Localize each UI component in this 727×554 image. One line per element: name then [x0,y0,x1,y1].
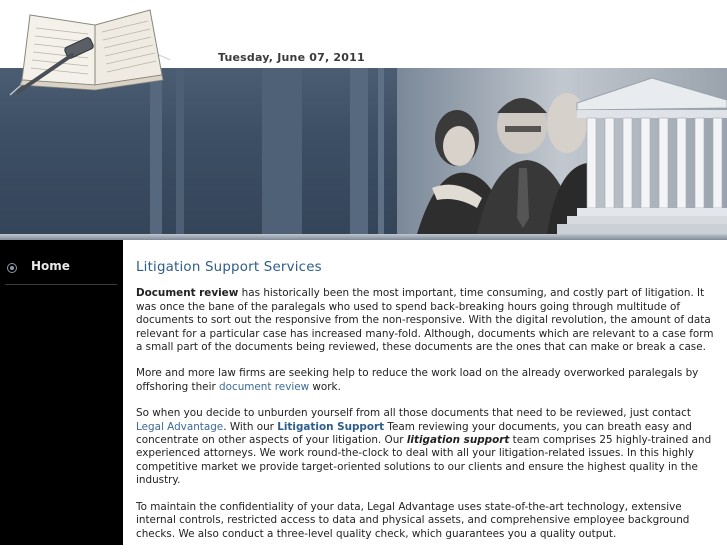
litigation-support-emphasis: litigation support [406,434,510,447]
paragraph-1-text: has historically been the most important, time consuming, and costly part of litigation. It was once the bane of the paralegals who used to spend back-breaking hours going through multitude of documents to sort out the responsive from the non-responsive. With the digital revolution, the amount of data relevant for a particular case has increased many-fold. Although, documents which are relevant to a case form a small part of the documents being reviewed, these documents are the ones that can make or break a case. [136,287,714,354]
paragraph-4: To maintain the confidentiality of your data, Legal Advantage uses state-of-the-art technology, extensive internal controls, restricted access to data and physical assets, and comprehensive employee background checks. We also conduct a three-level quality check, which guarantees you a quality output. [136,500,690,540]
paragraph-2-text-b: work. [309,380,341,393]
banner-photo-illustration [397,68,727,234]
nav-item-home-label: Home [31,259,70,273]
litigation-support-strong: Litigation Support [277,420,385,433]
document-review-strong: Document review [136,287,239,300]
paragraph-1 [136,287,716,354]
paragraph-2 [136,367,716,394]
paragraph-3-text-b: . With our [223,420,278,433]
header [0,0,727,68]
sidebar [0,240,123,545]
document-review-link[interactable]: document review [219,380,310,393]
radio-bullet-icon [7,263,17,273]
current-date: Tuesday, June 07, 2011 [218,51,365,64]
paragraph-3 [136,407,716,487]
nav-item-home[interactable] [5,256,117,285]
paragraph-3-text-a: So when you decide to unburden yourself from all those documents that need to be reviewed, just contact [136,407,691,420]
paragraph-3-text-c: Team reviewing your documents, you can breath easy and concentrate on other aspects of your litigation. Our [136,420,692,447]
main-content [136,258,716,554]
legal-advantage-link[interactable]: Legal Advantage [136,420,224,433]
law-book-gavel-logo [0,0,175,105]
page-title: Litigation Support Services [136,260,322,275]
paragraph-3-text-d: team comprises 25 highly-trained and experienced attorneys. We work round-the-clock to deal with all your litigation-related issues. In this highly competitive market we provide target-oriented solutions to our clients and ensure the highest quality in the industry. [136,434,712,487]
paragraph-2-text-a: More and more law firms are seeking help to reduce the work load on the already overworked paralegals by offshoring their [136,367,699,393]
